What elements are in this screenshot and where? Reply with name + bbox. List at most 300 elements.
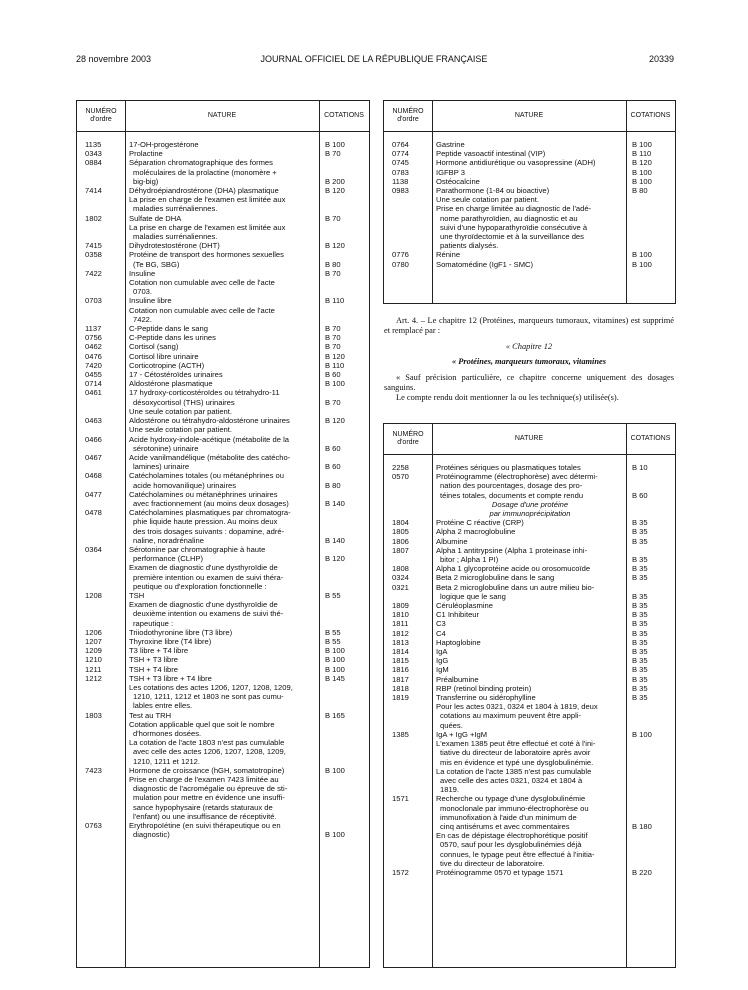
table-row xyxy=(384,748,675,757)
nature-text: C4 xyxy=(436,628,446,638)
nature-text: l'enfant) ou une insuffisance de réceptivité. xyxy=(133,811,277,821)
order-number: 1810 xyxy=(392,610,409,620)
order-number xyxy=(384,813,432,822)
table-row xyxy=(77,711,369,720)
cotation-value: B 60 xyxy=(325,443,341,453)
nature-text: Examen de diagnostic d'une dysthyroïdie de xyxy=(129,563,278,573)
cotation-value: B 60 xyxy=(325,462,341,472)
table-row xyxy=(77,747,369,756)
cotation-value xyxy=(321,692,369,701)
order-number xyxy=(77,563,125,572)
order-number: 7423 xyxy=(85,765,102,775)
order-number: 1206 xyxy=(85,627,102,637)
table-row xyxy=(384,859,675,868)
nature-text: quées. xyxy=(440,720,463,730)
order-number xyxy=(384,767,432,776)
cotation-value: B 55 xyxy=(325,627,341,637)
order-number xyxy=(77,775,125,784)
nature-text: big-big) xyxy=(133,176,159,186)
cotation-value xyxy=(321,720,369,729)
order-number xyxy=(384,214,432,223)
nature-text: Dihydrotestostérone (DHT) xyxy=(129,241,220,251)
order-number xyxy=(77,803,125,812)
order-number: 0745 xyxy=(392,158,409,168)
order-number: 1806 xyxy=(392,536,409,546)
table-row xyxy=(384,583,675,592)
cotation-value xyxy=(321,158,369,167)
nature-text: IgM xyxy=(436,665,449,675)
table-row xyxy=(384,693,675,702)
table-row xyxy=(77,370,369,379)
order-number: 0462 xyxy=(85,342,102,352)
cotation-value: B 60 xyxy=(325,370,341,380)
table-row xyxy=(384,785,675,794)
order-number xyxy=(384,195,432,204)
nature-text: Pour les actes 0321, 0324 et 1804 à 1819, deux xyxy=(436,702,598,712)
cotation-value xyxy=(321,812,369,821)
order-number xyxy=(77,701,125,710)
nature-text: 17 hydroxy-corticostéroïdes ou tétrahydro-11 xyxy=(129,388,280,398)
cotation-value: B 110 xyxy=(632,149,652,159)
nature-text: Somatomédine (IgF1 - SMC) xyxy=(436,259,534,269)
order-number xyxy=(77,517,125,526)
table-row xyxy=(384,555,675,564)
table-row xyxy=(77,701,369,710)
order-number xyxy=(77,536,125,545)
order-number xyxy=(384,500,432,509)
cotation-value xyxy=(628,840,675,849)
cotation-value: B 35 xyxy=(632,573,648,583)
cotation-value xyxy=(321,471,369,480)
order-number xyxy=(77,692,125,701)
table-row xyxy=(384,260,675,269)
nature-text: Test au TRH xyxy=(129,710,172,720)
cotation-value xyxy=(321,784,369,793)
nature-text: Catécholamines totales (ou métanéphrines ou xyxy=(129,471,284,481)
table-row xyxy=(77,812,369,821)
cotation-value xyxy=(321,600,369,609)
cotation-value: B 35 xyxy=(632,527,648,537)
table-row xyxy=(384,140,675,149)
nature-text: (Te BG, SBG) xyxy=(133,259,180,269)
cotation-value xyxy=(628,859,675,868)
order-number xyxy=(77,747,125,756)
table-row xyxy=(77,729,369,738)
order-number: 2258 xyxy=(392,463,409,472)
nature-text: Hormone de croissance (hGH, somatotropine) xyxy=(129,765,285,775)
table-row xyxy=(384,204,675,213)
cotation-value xyxy=(628,214,675,223)
table-row xyxy=(77,462,369,471)
cotation-value: B 100 xyxy=(632,250,652,260)
order-number: 1209 xyxy=(85,646,102,656)
table-row xyxy=(384,509,675,518)
table-row xyxy=(77,692,369,701)
table-row xyxy=(384,721,675,730)
order-number: 1212 xyxy=(85,673,102,683)
cotation-value: B 70 xyxy=(325,268,341,278)
nature-text: Corticotropine (ACTH) xyxy=(129,360,205,370)
order-number xyxy=(77,481,125,490)
order-number xyxy=(77,582,125,591)
table-row xyxy=(77,296,369,305)
chapter-heading: « Chapitre 12 xyxy=(505,342,553,351)
order-number: 1819 xyxy=(392,693,409,703)
nature-text: L'examen 1385 peut être effectué et coté à l'ini- xyxy=(436,739,596,749)
table-row xyxy=(77,517,369,526)
cotation-value xyxy=(321,701,369,710)
cotation-value xyxy=(628,748,675,757)
cotation-value: B 35 xyxy=(632,564,648,574)
nature-text: La cotation de l'acte 1385 n'est pas cumulable xyxy=(436,766,592,776)
cotation-value: B 60 xyxy=(632,490,648,500)
order-number: 1803 xyxy=(85,710,102,720)
cotation-value: B 70 xyxy=(325,324,341,334)
table-row xyxy=(77,168,369,177)
column-header-nature: NATURE xyxy=(514,435,544,442)
cotation-value xyxy=(628,813,675,822)
order-number: 1208 xyxy=(85,590,102,600)
cotation-value xyxy=(321,278,369,287)
table-row xyxy=(384,564,675,573)
cotation-value: B 120 xyxy=(325,416,345,426)
order-number xyxy=(384,859,432,868)
table-row xyxy=(384,195,675,204)
cotation-value: B 70 xyxy=(325,213,341,223)
nature-text: Cortisol (sang) xyxy=(129,342,179,352)
order-number: 1137 xyxy=(85,324,102,334)
table-row xyxy=(384,610,675,619)
cotation-value: B 120 xyxy=(325,186,345,196)
article-text xyxy=(384,316,674,403)
table-row xyxy=(384,619,675,628)
column-header-nature: NATURE xyxy=(207,112,237,119)
table-row xyxy=(384,241,675,250)
table-row xyxy=(77,499,369,508)
table-row xyxy=(77,573,369,582)
table-row xyxy=(384,481,675,490)
nature-text: C3 xyxy=(436,619,446,629)
nature-text: avec celle des actes 0321, 0324 et 1804 à xyxy=(440,775,583,785)
cotation-value: B 165 xyxy=(325,710,345,720)
order-number xyxy=(77,425,125,434)
cotation-value xyxy=(628,767,675,776)
column-header-cotations: COTATIONS xyxy=(324,112,364,119)
table-row xyxy=(77,278,369,287)
cotation-value: B 35 xyxy=(632,591,648,601)
cotation-value: B 35 xyxy=(632,601,648,611)
nature-text: Une seule cotation par patient. xyxy=(436,195,540,205)
nature-text: 17 - Cétostéroïdes urinaires xyxy=(129,370,223,380)
nature-text: La cotation de l'acte 1803 n'est pas cumulable xyxy=(129,738,285,748)
order-number xyxy=(384,555,432,564)
nature-text: naline, noradrénaline xyxy=(133,535,204,545)
cotation-value xyxy=(628,794,675,803)
cotation-value: B 100 xyxy=(632,259,652,269)
column-header-number: NUMÉRO d'ordre xyxy=(392,108,424,123)
table-row xyxy=(384,537,675,546)
cotation-value: B 35 xyxy=(632,610,648,620)
left-table xyxy=(76,100,370,968)
cotation-value xyxy=(321,204,369,213)
nature-text: 17-OH-progestérone xyxy=(129,140,199,149)
nature-text: Rénine xyxy=(436,250,461,260)
nature-text: TSH + T3 libre + T4 libre xyxy=(129,673,212,683)
table-row xyxy=(384,665,675,674)
cotation-value xyxy=(628,195,675,204)
nature-text: TSH xyxy=(129,590,145,600)
cotation-value: B 70 xyxy=(325,397,341,407)
order-number xyxy=(384,831,432,840)
nature-text: lamines) urinaire xyxy=(133,462,190,472)
order-number: 1818 xyxy=(392,683,409,693)
table-row xyxy=(77,720,369,729)
nature-text: Protéine C réactive (CRP) xyxy=(436,518,524,528)
table-row xyxy=(77,416,369,425)
order-number xyxy=(77,177,125,186)
cotation-value xyxy=(628,739,675,748)
order-number: 0756 xyxy=(85,333,102,343)
nature-text: phie liquide haute pression. Au moins deux xyxy=(133,517,278,527)
cotation-value: B 110 xyxy=(325,296,345,306)
table-row xyxy=(77,665,369,674)
nature-text: bitor ; Alpha 1 PI) xyxy=(440,555,499,565)
table-row xyxy=(384,702,675,711)
table-row xyxy=(77,260,369,269)
cotation-value xyxy=(628,223,675,232)
nature-text: diagnostic de l'acromégalie ou épreuve de sti- xyxy=(133,784,288,794)
table-row xyxy=(77,223,369,232)
table-row xyxy=(384,177,675,186)
table-row xyxy=(77,140,369,149)
table-row xyxy=(77,609,369,618)
cotation-value xyxy=(321,453,369,462)
table-row xyxy=(77,250,369,259)
cotation-value: B 100 xyxy=(325,655,345,665)
cotation-value xyxy=(628,721,675,730)
nature-text: Cortisol libre urinaire xyxy=(129,351,199,361)
table-row xyxy=(77,803,369,812)
order-number: 0463 xyxy=(85,416,102,426)
nature-text: Transferrine ou sidérophylline xyxy=(436,693,536,703)
order-number xyxy=(77,204,125,213)
order-number: 1135 xyxy=(85,140,102,149)
nature-text: performance (CLHP) xyxy=(133,554,204,564)
nature-text: Gastrine xyxy=(436,140,465,149)
table-row xyxy=(77,508,369,517)
table-row xyxy=(77,545,369,554)
cotation-value: B 110 xyxy=(325,360,345,370)
order-number xyxy=(384,840,432,849)
order-number xyxy=(77,499,125,508)
nature-text: Beta 2 microglobuline dans le sang xyxy=(436,573,555,583)
order-number: 1802 xyxy=(85,213,102,223)
right-top-table xyxy=(383,100,676,304)
table-row xyxy=(384,491,675,500)
order-number xyxy=(77,168,125,177)
cotation-value xyxy=(321,508,369,517)
nature-text: patients dialysés. xyxy=(440,241,499,251)
nature-text: IgA xyxy=(436,647,448,657)
cotation-value xyxy=(321,775,369,784)
table-row xyxy=(77,619,369,628)
cotation-value xyxy=(628,509,675,518)
cotation-value xyxy=(321,573,369,582)
cotation-value: B 35 xyxy=(632,555,648,565)
table-row xyxy=(384,822,675,831)
table-row xyxy=(384,592,675,601)
article-paragraph-3: Le compte rendu doit mentionner la ou les technique(s) utilisée(s). xyxy=(396,393,619,402)
order-number: 1817 xyxy=(392,674,409,684)
order-number xyxy=(384,822,432,831)
table-row xyxy=(77,287,369,296)
table-row xyxy=(384,168,675,177)
nature-text: Déhydroépiandrostérone (DHA) plasmatique xyxy=(129,186,279,196)
nature-text: Sulfate de DHA xyxy=(129,213,182,223)
table-row xyxy=(77,600,369,609)
nature-text: suivi d'une hypoparathyroïdie consécutive à xyxy=(440,222,588,232)
nature-text: Sérotonine par chromatographie à haute xyxy=(129,544,266,554)
cotation-value xyxy=(321,747,369,756)
table-row xyxy=(77,536,369,545)
order-number xyxy=(384,739,432,748)
nature-text: Aldostérone ou tétrahydro-aldostérone urinaires xyxy=(129,416,290,426)
order-number: 0358 xyxy=(85,250,102,260)
order-number: 0321 xyxy=(392,582,409,592)
cotation-value xyxy=(321,517,369,526)
table-row xyxy=(384,850,675,859)
cotation-value: B 80 xyxy=(632,186,648,196)
order-number: 1804 xyxy=(392,518,409,528)
cotation-value xyxy=(321,738,369,747)
cotation-value: B 35 xyxy=(632,665,648,675)
order-number: 1816 xyxy=(392,665,409,675)
cotation-value xyxy=(321,435,369,444)
cotation-value: B 120 xyxy=(325,351,345,361)
table-header xyxy=(384,101,675,132)
cotation-value xyxy=(321,250,369,259)
order-number: 0763 xyxy=(85,821,102,831)
table-row xyxy=(77,352,369,361)
nature-text: sérotonine) urinaire xyxy=(133,443,199,453)
order-number: 0714 xyxy=(85,379,102,389)
table-row xyxy=(77,453,369,462)
cotation-value: B 35 xyxy=(632,637,648,647)
order-number: 7415 xyxy=(85,241,102,251)
nature-text: Triiodothyronine libre (T3 libre) xyxy=(129,627,233,637)
table-row xyxy=(77,306,369,315)
order-number: 1211 xyxy=(85,664,102,674)
table-row xyxy=(77,342,369,351)
nature-text: En cas de dépistage électrophorétique positif xyxy=(436,831,588,841)
cotation-value xyxy=(321,582,369,591)
table-row xyxy=(77,471,369,480)
cotation-value: B 35 xyxy=(632,656,648,666)
table-row xyxy=(77,407,369,416)
order-number: 7420 xyxy=(85,360,102,370)
table-header xyxy=(384,424,675,455)
nature-text: RBP (retinol binding protein) xyxy=(436,683,532,693)
nature-text: tive du directeur de laboratoire. xyxy=(440,858,545,868)
order-number: 1808 xyxy=(392,564,409,574)
nature-text: maladies surrénaliennes. xyxy=(133,232,218,242)
nature-text: 0703. xyxy=(133,287,153,297)
nature-text: première intention ou examen de suivi théra- xyxy=(133,572,284,582)
order-number xyxy=(77,729,125,738)
table-row xyxy=(384,758,675,767)
cotation-value: B 35 xyxy=(632,619,648,629)
cotation-value xyxy=(321,729,369,738)
table-row xyxy=(77,563,369,572)
nature-text: Une seule cotation par patient. xyxy=(129,425,233,435)
order-number: 0780 xyxy=(392,259,409,269)
cotation-value xyxy=(321,609,369,618)
order-number: 0466 xyxy=(85,434,102,444)
cotation-value xyxy=(628,583,675,592)
nature-text: TSH + T4 libre xyxy=(129,664,179,674)
order-number xyxy=(384,785,432,794)
table-row xyxy=(77,214,369,223)
nature-text: Acide vanilmandélique (métabolite des catécho- xyxy=(129,452,291,462)
order-number xyxy=(77,407,125,416)
cotation-value xyxy=(321,757,369,766)
order-number: 1207 xyxy=(85,636,102,646)
order-number xyxy=(384,232,432,241)
order-number xyxy=(77,738,125,747)
right-bottom-table xyxy=(383,423,676,968)
nature-text: 1210, 1211, 1212 et 1803 ne sont pas cumu- xyxy=(133,692,284,702)
nature-text: Albumine xyxy=(436,536,468,546)
order-number xyxy=(384,509,432,518)
order-number: 0764 xyxy=(392,140,409,149)
nature-text: 1819. xyxy=(440,785,460,795)
order-number xyxy=(77,278,125,287)
table-row xyxy=(384,711,675,720)
nature-text: Ostéocalcine xyxy=(436,176,480,186)
nature-text: IGFBP 3 xyxy=(436,167,465,177)
nature-text: 7422. xyxy=(133,314,153,324)
nature-text: Recherche ou typage d'une dysglobulinémie xyxy=(436,794,586,804)
table-row xyxy=(77,628,369,637)
cotation-value: B 220 xyxy=(632,867,652,877)
nature-text: T3 libre + T4 libre xyxy=(129,646,189,656)
order-number xyxy=(384,804,432,813)
table-row xyxy=(77,241,369,250)
order-number xyxy=(384,481,432,490)
nature-text: rapeutique : xyxy=(133,618,174,628)
table-row xyxy=(77,821,369,830)
header-title: JOURNAL OFFICIEL DE LA RÉPUBLIQUE FRANÇAISE xyxy=(260,54,488,64)
order-number: 1811 xyxy=(392,619,409,629)
table-row xyxy=(77,738,369,747)
table-row xyxy=(384,527,675,536)
table-row xyxy=(77,425,369,434)
nature-text: 1210, 1211 et 1212. xyxy=(133,756,200,766)
table-row xyxy=(77,646,369,655)
nature-text: avec celle des actes 1206, 1207, 1208, 1209, xyxy=(133,747,286,757)
nature-text: Insuline xyxy=(129,268,156,278)
cotation-value: B 100 xyxy=(325,765,345,775)
table-row xyxy=(384,158,675,167)
cotation-value xyxy=(628,711,675,720)
order-number xyxy=(77,195,125,204)
cotation-value xyxy=(321,306,369,315)
order-number xyxy=(77,830,125,839)
table-row xyxy=(384,776,675,785)
order-number: 0703 xyxy=(85,296,102,306)
table-header xyxy=(77,101,369,132)
cotation-value: B 140 xyxy=(325,498,345,508)
